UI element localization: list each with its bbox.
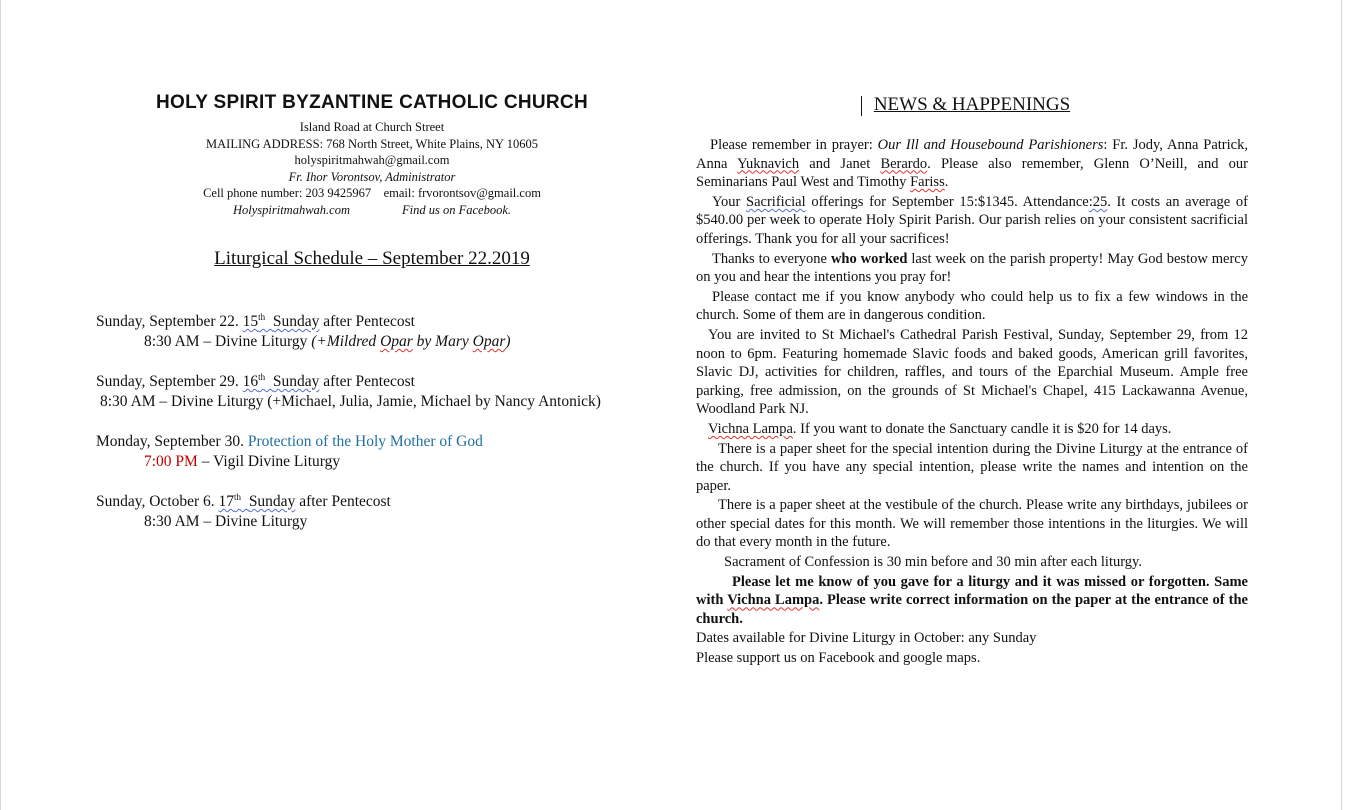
mailing-address: MAILING ADDRESS: 768 North Street, White Plains, NY 10605 <box>206 136 538 151</box>
service-day: Monday, September 30. Protection of the Holy Mother of God <box>96 433 483 450</box>
service-day: Sunday, September 22. 15th Sunday after Pentecost <box>96 312 415 330</box>
church-name: HOLY SPIRIT BYZANTINE CATHOLIC CHURCH <box>156 92 588 113</box>
priest-email: email: frvorontsov@gmail.com <box>383 186 541 201</box>
web-row <box>112 202 632 219</box>
news-paragraph: Please contact me if you know anybody who could help us to fix a few windows in the church. Some of them are in dangerous condition. <box>696 288 1248 324</box>
news-paragraph: You are invited to St Michael's Cathedral Parish Festival, Sunday, September 29, from 12 noon to 6pm. Featuring homemade Slavic foods and baked goods, American grill favorites, Slavic DJ, activities for children, raffles, and tours of the Eparchial Museum. Ample free parking, free admission, on the grounds of St Michael's Chapel, 415 Lackawanna Avenue, Woodland Park NJ. <box>696 326 1248 418</box>
news-paragraph: There is a paper sheet at the vestibule of the church. Please write any birthdays, jubilees or other special dates for this month. We will remember those intentions in the liturgies. We will do that every month in the future. <box>696 497 1248 551</box>
news-paragraph: Thanks to everyone who worked last week on the parish property! May God bestow mercy on you and hear the intentions you pray for! <box>696 250 1248 286</box>
service-list <box>96 312 656 552</box>
cell-phone: Cell phone number: 203 9425967 <box>203 186 372 201</box>
feast-name: Protection of the Holy Mother of God <box>247 433 483 450</box>
service-time: 8:30 AM – Divine Liturgy (+Mildred Opar by Mary Opar) <box>144 333 511 350</box>
service-item <box>96 432 656 472</box>
news-paragraph: Please let me know of you gave for a liturgy and it was missed or forgotten. Same with Vichna Lampa. Please write correct information on the paper at the entrance of the church. <box>696 573 1248 627</box>
news-body <box>696 136 1248 669</box>
service-day: Sunday, September 29. 16th Sunday after Pentecost <box>96 372 415 390</box>
service-item <box>96 372 656 412</box>
news-paragraph: Please remember in prayer: Our Ill and Housebound Parishioners: Fr. Jody, Anna Patrick, Anna Yuknavich and Janet Berardo. Please also remember, Glenn O’Neill, and our Seminarians Paul West and Timothy Fariss. <box>696 137 1249 191</box>
news-title: NEWS & HAPPENINGS <box>873 94 1071 115</box>
service-item <box>96 492 656 532</box>
service-time: 7:00 PM – Vigil Divine Liturgy <box>144 453 341 470</box>
service-time: 8:30 AM – Divine Liturgy (+Michael, Julia, Jamie, Michael by Nancy Antonick) <box>100 393 601 410</box>
service-time: 8:30 AM – Divine Liturgy <box>144 513 308 530</box>
news-paragraph: Sacrament of Confession is 30 min before and 30 min after each liturgy. <box>724 554 1142 571</box>
news-paragraph: Please support us on Facebook and google maps. <box>696 650 981 667</box>
address-line: Island Road at Church Street <box>299 120 445 134</box>
website: Holyspiritmahwah.com <box>232 202 350 217</box>
page-border-left <box>0 0 1 810</box>
phone-email-row <box>112 185 632 202</box>
news-paragraph: Vichna Lampa. If you want to donate the Sanctuary candle it is $20 for 14 days. <box>708 420 1172 437</box>
service-item <box>96 312 656 352</box>
news-paragraph: Your Sacrificial offerings for September 15:$1345. Attendance:25. It costs an average of $540.00 per week to operate Holy Spirit Parish. Our parish relies on your consistent sacrificial offerings. Thank you for all your sacrifices! <box>696 193 1248 247</box>
church-email: holyspiritmahwah@gmail.com <box>294 153 450 168</box>
news-paragraph: There is a paper sheet for the special intention during the Divine Liturgy at the entrance of the church. If you have any special intention, please write the names and intention on the paper. <box>696 440 1248 494</box>
contact-block <box>112 119 632 219</box>
facebook-note: Find us on Facebook. <box>402 202 512 217</box>
page-border-right <box>1341 0 1342 810</box>
schedule-title: Liturgical Schedule – September 22.2019 <box>214 248 530 269</box>
service-day: Sunday, October 6. 17th Sunday after Pentecost <box>96 492 391 510</box>
news-paragraph: Dates available for Divine Liturgy in October: any Sunday <box>696 630 1037 647</box>
administrator: Fr. Ihor Vorontsov, Administrator <box>288 169 456 184</box>
